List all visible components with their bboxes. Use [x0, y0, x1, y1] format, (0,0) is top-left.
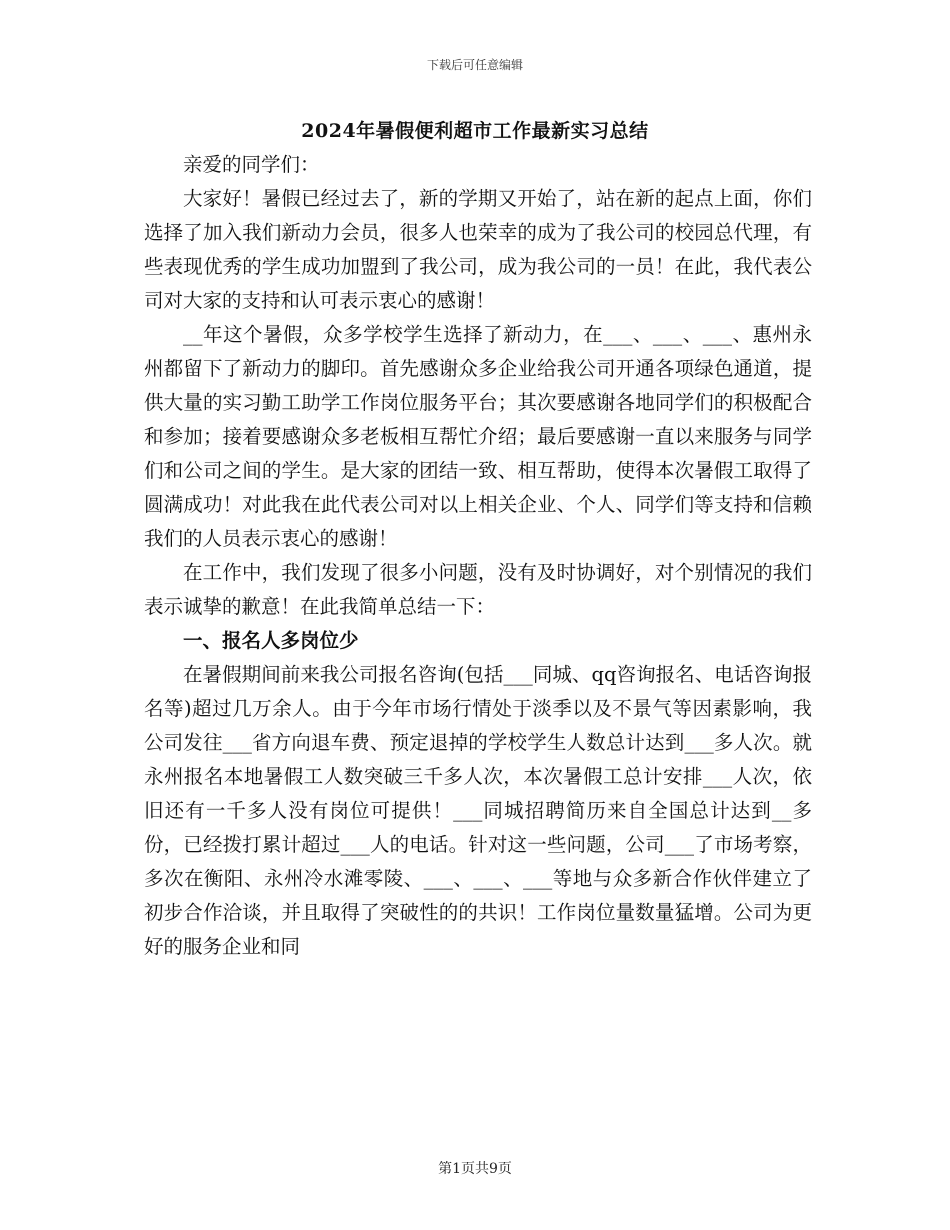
salutation: 亲爱的同学们：: [183, 153, 320, 176]
paragraph-4: 在暑假期间前来我公司报名咨询(包括___同城、qq咨询报名、电话咨询报名等)超过几万余人。由于今年市场行情处于淡季以及不景气等因素影响，我公司发往___省方向退车费、预定退掉的学校学生人数总计达到___多人次。就永州报名本地暑假工人数突破三千多人次，本次暑假工总计安排___人次，依旧还有一千多人没有岗位可提供！___同城招聘简历来自全国总计达到__多份，已经拨打累计超过___人的电话。针对这一些问题，公司___了市场考察，多次在衡阳、永州冷水滩零陵、___、___、___等地与众多新合作伙伴建立了初步合作洽谈，并且取得了突破性的的共识！工作岗位量数量猛增。公司为更好的服务企业和同: [144, 663, 812, 958]
paragraph-2: __年这个暑假，众多学校学生选择了新动力，在___、___、___、惠州永州都留下了新动力的脚印。首先感谢众多企业给我公司开通各项绿色通道，提供大量的实习勤工助学工作岗位服务平台；其次要感谢各地同学们的积极配合和参加；接着要感谢众多老板相互帮忙介绍；最后要感谢一直以来服务与同学们和公司之间的学生。是大家的团结一致、相互帮助，使得本次暑假工取得了圆满成功！对此我在此代表公司对以上相关企业、个人、同学们等支持和信赖我们的人员表示衷心的感谢！: [144, 323, 812, 550]
page-header-note: 下载后可任意编辑: [426, 58, 523, 72]
document-title: 2024年暑假便利超市工作最新实习总结: [301, 120, 649, 142]
page-number: 第1页共9页: [438, 1161, 512, 1177]
paragraph-1: 大家好！暑假已经过去了，新的学期又开始了，站在新的起点上面，你们选择了加入我们新动力会员，很多人也荣幸的成为了我公司的校园总代理，有些表现优秀的学生成功加盟到了我公司，成为我公司的一员！在此，我代表公司对大家的支持和认可表示衷心的感谢！: [144, 187, 812, 312]
document-body: [144, 148, 812, 964]
paragraph-3: 在工作中，我们发现了很多小问题，没有及时协调好，对个别情况的我们表示诚挚的歉意！在此我简单总结一下：: [144, 561, 812, 618]
section-heading-1: 一、报名人多岗位少: [183, 629, 359, 652]
